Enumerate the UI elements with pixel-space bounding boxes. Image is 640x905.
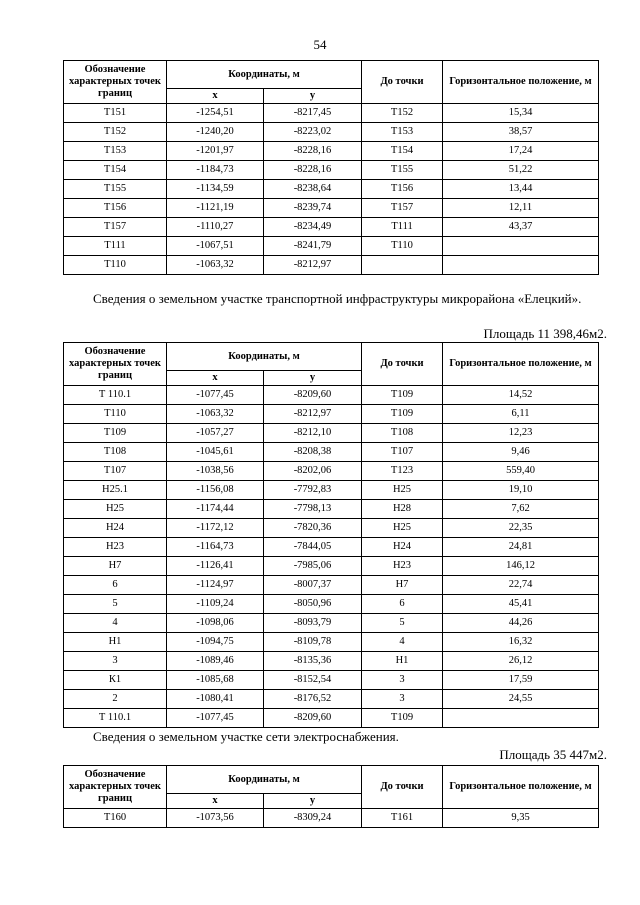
point-name-cell: 3 bbox=[64, 652, 167, 671]
header-x: x bbox=[167, 371, 264, 386]
point-name-cell: Т154 bbox=[64, 161, 167, 180]
table-row bbox=[64, 538, 599, 557]
distance-cell: 16,32 bbox=[443, 633, 599, 652]
x-coordinate-cell: -1124,97 bbox=[167, 576, 264, 595]
distance-cell: 38,57 bbox=[443, 123, 599, 142]
y-coordinate-cell: -8239,74 bbox=[264, 199, 362, 218]
y-coordinate-cell: -8209,60 bbox=[264, 709, 362, 728]
x-coordinate-cell: -1085,68 bbox=[167, 671, 264, 690]
x-coordinate-cell: -1038,56 bbox=[167, 462, 264, 481]
point-name-cell: Т155 bbox=[64, 180, 167, 199]
page-number: 54 bbox=[313, 37, 327, 52]
to-point-cell: Т107 bbox=[362, 443, 443, 462]
point-name-cell: Т157 bbox=[64, 218, 167, 237]
y-coordinate-cell: -8135,36 bbox=[264, 652, 362, 671]
to-point-cell: 3 bbox=[362, 671, 443, 690]
distance-cell: 12,11 bbox=[443, 199, 599, 218]
to-point-cell: Т111 bbox=[362, 218, 443, 237]
point-name-cell: 2 bbox=[64, 690, 167, 709]
table-row bbox=[64, 123, 599, 142]
header-to-point: До точки bbox=[362, 61, 443, 104]
point-name-cell: Т110 bbox=[64, 256, 167, 275]
x-coordinate-cell: -1172,12 bbox=[167, 519, 264, 538]
point-name-cell: Т 110.1 bbox=[64, 386, 167, 405]
x-coordinate-cell: -1164,73 bbox=[167, 538, 264, 557]
point-name-cell: Т109 bbox=[64, 424, 167, 443]
x-coordinate-cell: -1077,45 bbox=[167, 386, 264, 405]
distance-cell: 14,52 bbox=[443, 386, 599, 405]
y-coordinate-cell: -8093,79 bbox=[264, 614, 362, 633]
distance-cell: 26,12 bbox=[443, 652, 599, 671]
y-coordinate-cell: -8007,37 bbox=[264, 576, 362, 595]
y-coordinate-cell: -8212,97 bbox=[264, 405, 362, 424]
to-point-cell: Т154 bbox=[362, 142, 443, 161]
header-coordinates: Координаты, м bbox=[167, 61, 362, 89]
point-name-cell: Т108 bbox=[64, 443, 167, 462]
y-coordinate-cell: -8309,24 bbox=[264, 809, 362, 828]
header-point-name: Обозначение характерных точек границ bbox=[64, 61, 167, 104]
to-point-cell: Н23 bbox=[362, 557, 443, 576]
y-coordinate-cell: -8209,60 bbox=[264, 386, 362, 405]
distance-cell bbox=[443, 237, 599, 256]
x-coordinate-cell: -1174,44 bbox=[167, 500, 264, 519]
table-row bbox=[64, 500, 599, 519]
table-row bbox=[64, 462, 599, 481]
to-point-cell: Н24 bbox=[362, 538, 443, 557]
to-point-cell: Т123 bbox=[362, 462, 443, 481]
header-x: x bbox=[167, 89, 264, 104]
to-point-cell: Т109 bbox=[362, 405, 443, 424]
table-row bbox=[64, 386, 599, 405]
y-coordinate-cell: -8228,16 bbox=[264, 161, 362, 180]
header-x: x bbox=[167, 794, 264, 809]
to-point-cell: Н25 bbox=[362, 481, 443, 500]
table-row bbox=[64, 809, 599, 828]
distance-cell: 6,11 bbox=[443, 405, 599, 424]
distance-cell: 17,59 bbox=[443, 671, 599, 690]
coordinates-table-2 bbox=[63, 342, 599, 728]
header-y: y bbox=[264, 89, 362, 104]
table-row bbox=[64, 481, 599, 500]
coordinates-table-3 bbox=[63, 765, 599, 828]
x-coordinate-cell: -1109,24 bbox=[167, 595, 264, 614]
distance-cell: 559,40 bbox=[443, 462, 599, 481]
table-row bbox=[64, 161, 599, 180]
header-horizontal-distance: Горизонтальное положение, м bbox=[443, 61, 599, 104]
table-row bbox=[64, 614, 599, 633]
distance-cell: 12,23 bbox=[443, 424, 599, 443]
table-row bbox=[64, 142, 599, 161]
point-name-cell: Н24 bbox=[64, 519, 167, 538]
header-to-point: До точки bbox=[362, 766, 443, 809]
to-point-cell: 6 bbox=[362, 595, 443, 614]
table-row bbox=[64, 180, 599, 199]
to-point-cell: Т109 bbox=[362, 386, 443, 405]
x-coordinate-cell: -1089,46 bbox=[167, 652, 264, 671]
distance-cell: 17,24 bbox=[443, 142, 599, 161]
y-coordinate-cell: -8217,45 bbox=[264, 104, 362, 123]
section-2-text: Сведения о земельном участке транспортной инфраструктуры микрорайона «Елецкий». bbox=[93, 291, 582, 306]
distance-cell bbox=[443, 256, 599, 275]
point-name-cell: Н7 bbox=[64, 557, 167, 576]
y-coordinate-cell: -7798,13 bbox=[264, 500, 362, 519]
section-3-text: Сведения о земельном участке сети электроснабжения. bbox=[93, 729, 399, 744]
point-name-cell: 6 bbox=[64, 576, 167, 595]
point-name-cell: Т152 bbox=[64, 123, 167, 142]
table-row bbox=[64, 104, 599, 123]
table-row bbox=[64, 576, 599, 595]
y-coordinate-cell: -7820,36 bbox=[264, 519, 362, 538]
x-coordinate-cell: -1184,73 bbox=[167, 161, 264, 180]
x-coordinate-cell: -1094,75 bbox=[167, 633, 264, 652]
to-point-cell: Т110 bbox=[362, 237, 443, 256]
x-coordinate-cell: -1126,41 bbox=[167, 557, 264, 576]
table-row bbox=[64, 633, 599, 652]
y-coordinate-cell: -8223,02 bbox=[264, 123, 362, 142]
to-point-cell: Т108 bbox=[362, 424, 443, 443]
to-point-cell bbox=[362, 256, 443, 275]
to-point-cell: Н25 bbox=[362, 519, 443, 538]
point-name-cell: Н25 bbox=[64, 500, 167, 519]
point-name-cell: Т153 bbox=[64, 142, 167, 161]
point-name-cell: Т 110.1 bbox=[64, 709, 167, 728]
point-name-cell: Т156 bbox=[64, 199, 167, 218]
y-coordinate-cell: -7792,83 bbox=[264, 481, 362, 500]
to-point-cell: Т156 bbox=[362, 180, 443, 199]
distance-cell: 9,46 bbox=[443, 443, 599, 462]
header-horizontal-distance: Горизонтальное положение, м bbox=[443, 343, 599, 386]
x-coordinate-cell: -1201,97 bbox=[167, 142, 264, 161]
point-name-cell: 5 bbox=[64, 595, 167, 614]
distance-cell: 24,55 bbox=[443, 690, 599, 709]
distance-cell: 45,41 bbox=[443, 595, 599, 614]
to-point-cell: Т161 bbox=[362, 809, 443, 828]
y-coordinate-cell: -8176,52 bbox=[264, 690, 362, 709]
header-coordinates: Координаты, м bbox=[167, 343, 362, 371]
x-coordinate-cell: -1134,59 bbox=[167, 180, 264, 199]
x-coordinate-cell: -1080,41 bbox=[167, 690, 264, 709]
distance-cell: 15,34 bbox=[443, 104, 599, 123]
table-row bbox=[64, 595, 599, 614]
to-point-cell: Т157 bbox=[362, 199, 443, 218]
table-row bbox=[64, 709, 599, 728]
distance-cell: 22,74 bbox=[443, 576, 599, 595]
header-to-point: До точки bbox=[362, 343, 443, 386]
distance-cell: 24,81 bbox=[443, 538, 599, 557]
x-coordinate-cell: -1121,19 bbox=[167, 199, 264, 218]
to-point-cell: Н28 bbox=[362, 500, 443, 519]
to-point-cell: 3 bbox=[362, 690, 443, 709]
x-coordinate-cell: -1067,51 bbox=[167, 237, 264, 256]
section-3-area: Площадь 35 447м2. bbox=[499, 747, 607, 762]
y-coordinate-cell: -8152,54 bbox=[264, 671, 362, 690]
table-row bbox=[64, 690, 599, 709]
y-coordinate-cell: -8234,49 bbox=[264, 218, 362, 237]
to-point-cell: 5 bbox=[362, 614, 443, 633]
x-coordinate-cell: -1098,06 bbox=[167, 614, 264, 633]
x-coordinate-cell: -1045,61 bbox=[167, 443, 264, 462]
header-point-name: Обозначение характерных точек границ bbox=[64, 343, 167, 386]
table-row bbox=[64, 405, 599, 424]
table-row bbox=[64, 519, 599, 538]
y-coordinate-cell: -8228,16 bbox=[264, 142, 362, 161]
point-name-cell: Т111 bbox=[64, 237, 167, 256]
x-coordinate-cell: -1057,27 bbox=[167, 424, 264, 443]
to-point-cell: Т152 bbox=[362, 104, 443, 123]
x-coordinate-cell: -1077,45 bbox=[167, 709, 264, 728]
table-row bbox=[64, 256, 599, 275]
coordinates-table-1 bbox=[63, 60, 599, 275]
x-coordinate-cell: -1110,27 bbox=[167, 218, 264, 237]
distance-cell bbox=[443, 709, 599, 728]
distance-cell: 146,12 bbox=[443, 557, 599, 576]
distance-cell: 7,62 bbox=[443, 500, 599, 519]
x-coordinate-cell: -1063,32 bbox=[167, 405, 264, 424]
x-coordinate-cell: -1073,56 bbox=[167, 809, 264, 828]
y-coordinate-cell: -8050,96 bbox=[264, 595, 362, 614]
table-row bbox=[64, 671, 599, 690]
point-name-cell: Н1 bbox=[64, 633, 167, 652]
section-2-area: Площадь 11 398,46м2. bbox=[483, 326, 607, 341]
y-coordinate-cell: -7844,05 bbox=[264, 538, 362, 557]
table-row bbox=[64, 199, 599, 218]
y-coordinate-cell: -8212,97 bbox=[264, 256, 362, 275]
y-coordinate-cell: -8241,79 bbox=[264, 237, 362, 256]
point-name-cell: К1 bbox=[64, 671, 167, 690]
header-coordinates: Координаты, м bbox=[167, 766, 362, 794]
table-row bbox=[64, 443, 599, 462]
distance-cell: 19,10 bbox=[443, 481, 599, 500]
distance-cell: 22,35 bbox=[443, 519, 599, 538]
point-name-cell: 4 bbox=[64, 614, 167, 633]
point-name-cell: Т110 bbox=[64, 405, 167, 424]
table-row bbox=[64, 237, 599, 256]
y-coordinate-cell: -8208,38 bbox=[264, 443, 362, 462]
header-horizontal-distance: Горизонтальное положение, м bbox=[443, 766, 599, 809]
header-y: y bbox=[264, 794, 362, 809]
to-point-cell: Т109 bbox=[362, 709, 443, 728]
table-row bbox=[64, 424, 599, 443]
header-y: y bbox=[264, 371, 362, 386]
point-name-cell: Н23 bbox=[64, 538, 167, 557]
to-point-cell: Н7 bbox=[362, 576, 443, 595]
to-point-cell: 4 bbox=[362, 633, 443, 652]
x-coordinate-cell: -1156,08 bbox=[167, 481, 264, 500]
table-row bbox=[64, 218, 599, 237]
point-name-cell: Т160 bbox=[64, 809, 167, 828]
x-coordinate-cell: -1254,51 bbox=[167, 104, 264, 123]
y-coordinate-cell: -8212,10 bbox=[264, 424, 362, 443]
distance-cell: 43,37 bbox=[443, 218, 599, 237]
point-name-cell: Т107 bbox=[64, 462, 167, 481]
x-coordinate-cell: -1063,32 bbox=[167, 256, 264, 275]
to-point-cell: Т153 bbox=[362, 123, 443, 142]
y-coordinate-cell: -8202,06 bbox=[264, 462, 362, 481]
point-name-cell: Т151 bbox=[64, 104, 167, 123]
distance-cell: 44,26 bbox=[443, 614, 599, 633]
point-name-cell: Н25.1 bbox=[64, 481, 167, 500]
distance-cell: 51,22 bbox=[443, 161, 599, 180]
table-row bbox=[64, 652, 599, 671]
table-row bbox=[64, 557, 599, 576]
to-point-cell: Н1 bbox=[362, 652, 443, 671]
y-coordinate-cell: -7985,06 bbox=[264, 557, 362, 576]
y-coordinate-cell: -8109,78 bbox=[264, 633, 362, 652]
header-point-name: Обозначение характерных точек границ bbox=[64, 766, 167, 809]
y-coordinate-cell: -8238,64 bbox=[264, 180, 362, 199]
x-coordinate-cell: -1240,20 bbox=[167, 123, 264, 142]
distance-cell: 9,35 bbox=[443, 809, 599, 828]
distance-cell: 13,44 bbox=[443, 180, 599, 199]
to-point-cell: Т155 bbox=[362, 161, 443, 180]
